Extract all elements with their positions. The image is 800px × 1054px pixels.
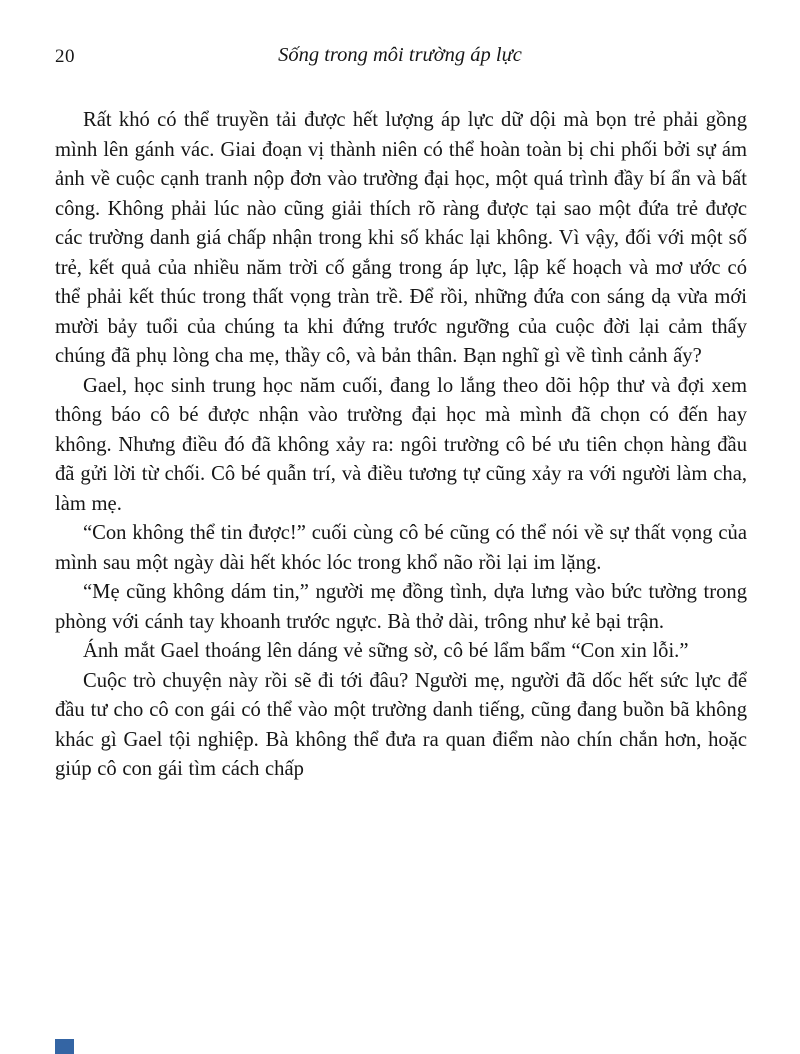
page-header bbox=[55, 44, 745, 74]
paragraph-2: Gael, học sinh trung học năm cuối, đang lo lắng theo dõi hộp thư và đợi xem thông báo cô bé được nhận vào trường đại học mà mình đã chọn có đến hay không. Nhưng điều đó đã không xảy ra: ngôi trường cô bé ưu tiên chọn hàng đầu đã gửi lời từ chối. Cô bé quẫn trí, và điều tương tự cũng xảy ra với người làm cha, làm mẹ. bbox=[55, 374, 747, 515]
paragraph-3: “Con không thể tin được!” cuối cùng cô bé cũng có thể nói về sự thất vọng của mình sau một ngày dài hết khóc lóc trong khổ não rồi lại im lặng. bbox=[55, 522, 747, 574]
page-number: 20 bbox=[55, 46, 75, 67]
running-title: Sống trong môi trường áp lực bbox=[278, 44, 522, 66]
paragraph-6: Cuộc trò chuyện này rồi sẽ đi tới đâu? Người mẹ, người đã dốc hết sức lực để đầu tư cho cô con gái có thể vào một trường danh tiếng, cũng đang buồn bã không khác gì Gael tội nghiệp. Bà không thể đưa ra quan điểm nào chín chắn hơn, hoặc giúp cô con gái tìm cách chấp bbox=[55, 669, 747, 780]
paragraph-5: Ánh mắt Gael thoáng lên dáng vẻ sững sờ, cô bé lẩm bẩm “Con xin lỗi.” bbox=[83, 640, 689, 662]
body-text bbox=[55, 106, 747, 785]
paragraph-4: “Mẹ cũng không dám tin,” người mẹ đồng tình, dựa lưng vào bức tường trong phòng với cánh tay khoanh trước ngực. Bà thở dài, trông như kẻ bại trận. bbox=[55, 581, 747, 633]
paragraph-1: Rất khó có thể truyền tải được hết lượng áp lực dữ dội mà bọn trẻ phải gồng mình lên gánh vác. Giai đoạn vị thành niên có thể hoàn toàn bị chi phối bởi sự ám ảnh về cuộc cạnh tranh nộp đơn vào trường đại học, một quá trình đầy bí ẩn và bất công. Không phải lúc nào cũng giải thích rõ ràng được tại sao một đứa trẻ được các trường danh giá chấp nhận trong khi số khác lại không. Vì vậy, đối với một số trẻ, kết quả của nhiều năm trời cố gắng trong áp lực, lập kế hoạch và mơ ước có thể phải kết thúc trong thất vọng tràn trề. Để rồi, những đứa con sáng dạ vừa mới mười bảy tuổi của chúng ta khi đứng trước ngưỡng của cuộc đời lại cảm thấy chúng đã phụ lòng cha mẹ, thầy cô, và bản thân. Bạn nghĩ gì về tình cảnh ấy? bbox=[55, 109, 747, 367]
blue-marker bbox=[55, 1039, 74, 1054]
